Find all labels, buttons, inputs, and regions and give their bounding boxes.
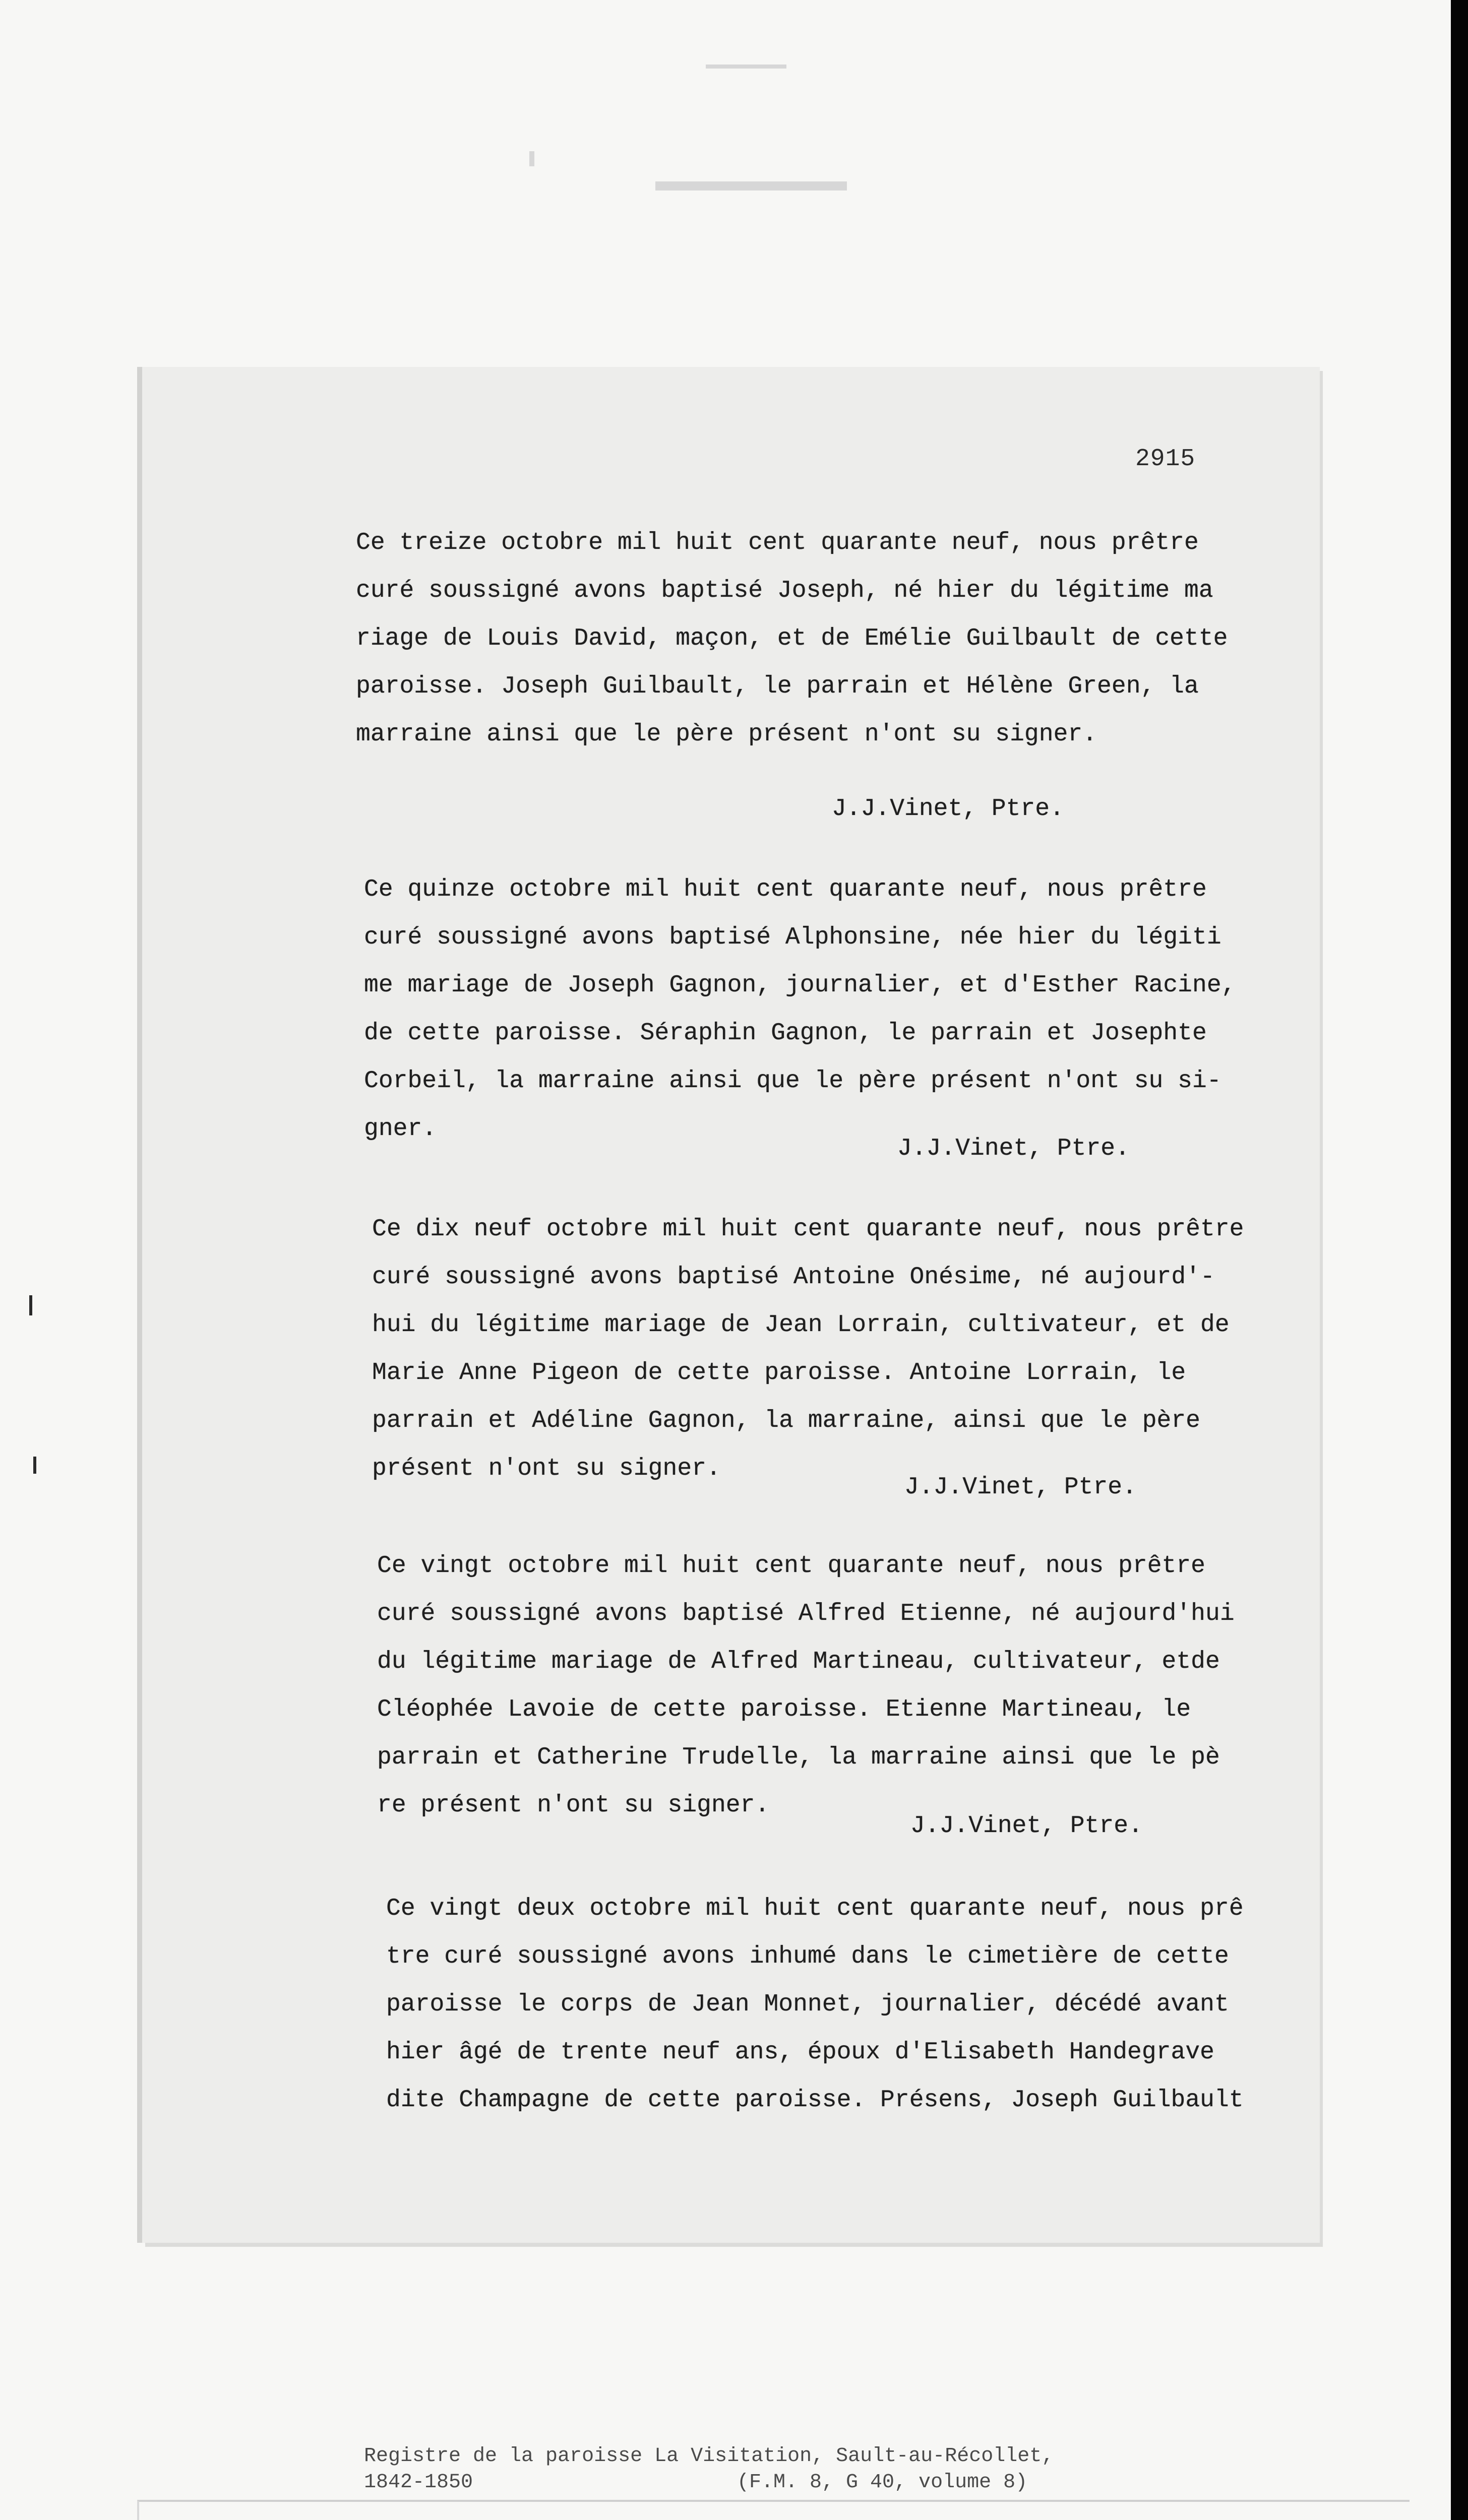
caption-reference: (F.M. 8, G 40, volume 8) [737,2471,1028,2494]
entry-line: Ce treize octobre mil huit cent quarante neuf, nous prêtre [356,529,1199,556]
entry-line: riage de Louis David, maçon, et de Emélie Guilbault de cette [356,625,1228,652]
register-entry [377,1542,1235,1830]
entry-line: Corbeil, la marraine ainsi que le père présent n'ont su si- [364,1067,1221,1095]
entry-line: Ce vingt deux octobre mil huit cent quarante neuf, nous prê [386,1895,1244,1922]
entry-line: re présent n'ont su signer. [377,1792,770,1819]
entry-line: curé soussigné avons baptisé Antoine Onésime, né aujourd'- [372,1264,1215,1291]
register-entry [356,519,1228,759]
entry-line: Ce dix neuf octobre mil huit cent quarante neuf, nous prêtre [372,1216,1244,1243]
register-entry [372,1206,1244,1493]
entry-line: de cette paroisse. Séraphin Gagnon, le parrain et Josephte [364,1020,1207,1047]
entry-line: Ce quinze octobre mil huit cent quarante neuf, nous prêtre [364,876,1207,903]
entry-line: Cléophée Lavoie de cette paroisse. Etienne Martineau, le [377,1696,1191,1723]
page-number: 2915 [1135,446,1196,473]
entry-line: curé soussigné avons baptisé Alfred Etienne, né aujourd'hui [377,1600,1235,1627]
signature: J.J.Vinet, Ptre. [910,1812,1143,1840]
margin-mark [29,1295,32,1315]
entry-line: dite Champagne de cette paroisse. Présens, Joseph Guilbault [386,2087,1244,2114]
entry-line: me mariage de Joseph Gagnon, journalier, et d'Esther Racine, [364,972,1236,999]
caption-dates: 1842-1850 [364,2471,473,2494]
signature: J.J.Vinet, Ptre. [897,1135,1130,1162]
entry-line: présent n'ont su signer. [372,1455,721,1482]
entry-line: Marie Anne Pigeon de cette paroisse. Antoine Lorrain, le [372,1359,1186,1387]
entry-line: paroisse. Joseph Guilbault, le parrain et Hélène Green, la [356,673,1199,700]
entry-line: hui du légitime mariage de Jean Lorrain, cultivateur, et de [372,1311,1230,1339]
entry-line: paroisse le corps de Jean Monnet, journalier, décédé avant [386,1991,1229,2018]
margin-mark [33,1457,36,1474]
entry-line: du légitime mariage de Alfred Martineau, cultivateur, etde [377,1648,1220,1675]
entry-line: curé soussigné avons baptisé Alphonsine, née hier du légiti [364,924,1221,951]
entry-line: tre curé soussigné avons inhumé dans le cimetière de cette [386,1943,1229,1970]
signature: J.J.Vinet, Ptre. [904,1474,1137,1501]
entry-line: hier âgé de trente neuf ans, époux d'Elisabeth Handegrave [386,2039,1215,2066]
entry-line: parrain et Adéline Gagnon, la marraine, ainsi que le père [372,1407,1201,1434]
entry-line: parrain et Catherine Trudelle, la marraine ainsi que le pè [377,1744,1220,1771]
entry-line: gner. [364,1115,437,1143]
register-entry [386,1885,1244,2124]
caption-title: Registre de la paroisse La Visitation, Sault-au-Récollet, [364,2445,1054,2468]
archive-stamp-frame [137,2500,1410,2520]
entry-line: curé soussigné avons baptisé Joseph, né hier du légitime ma [356,577,1213,604]
source-caption [364,2443,1054,2496]
register-entry [364,866,1236,1153]
film-edge [1451,0,1468,2520]
entry-line: marraine ainsi que le père présent n'ont su signer. [356,721,1097,748]
entry-line: Ce vingt octobre mil huit cent quarante neuf, nous prêtre [377,1552,1206,1580]
signature: J.J.Vinet, Ptre. [832,795,1064,823]
